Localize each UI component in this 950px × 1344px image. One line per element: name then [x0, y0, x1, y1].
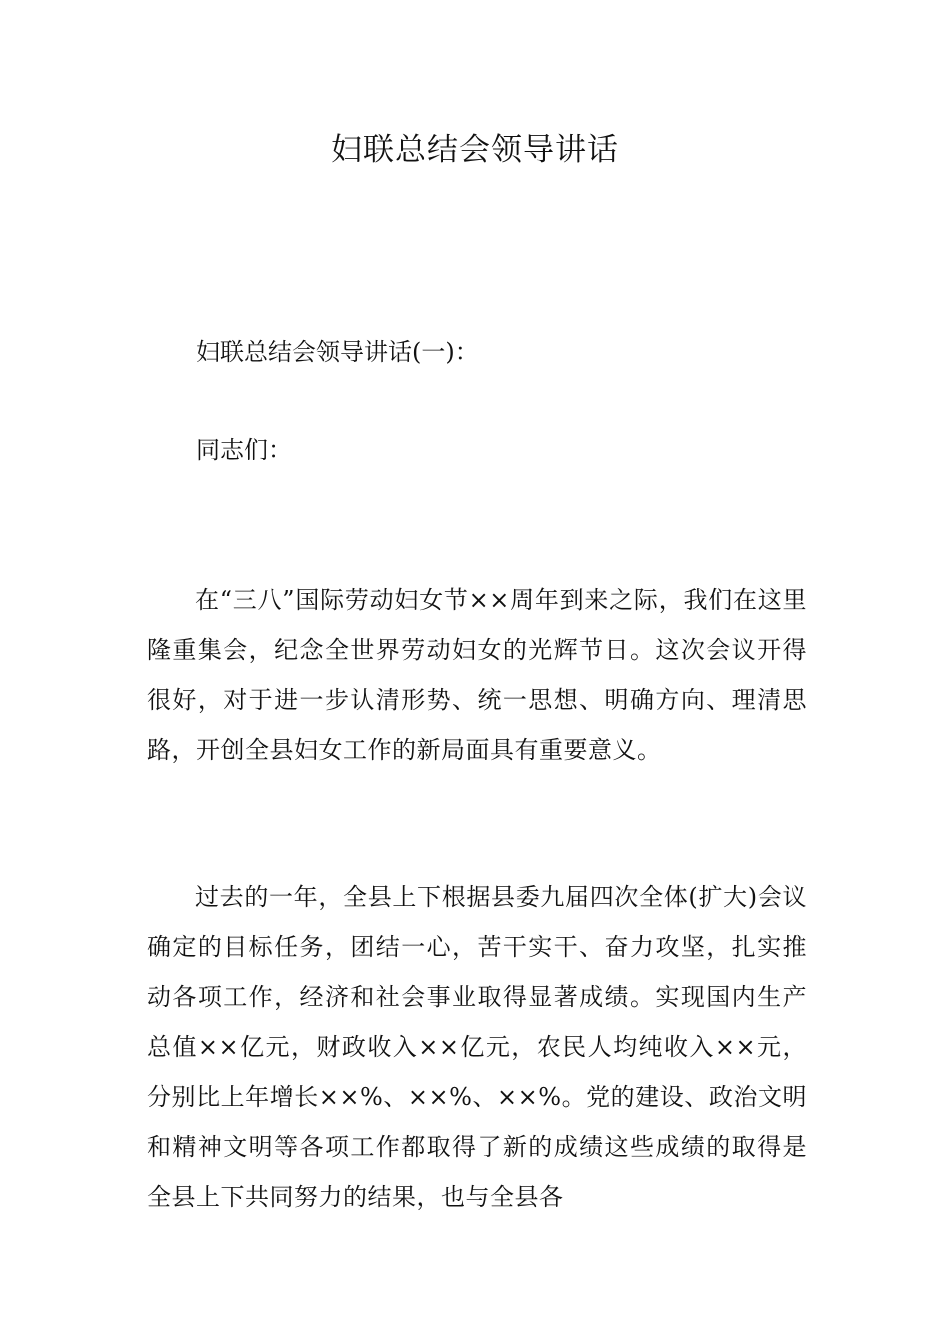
paragraph: 过去的一年，全县上下根据县委九届四次全体(扩大)会议确定的目标任务，团结一心，苦干实干、奋力攻坚，扎实推动各项工作，经济和社会事业取得显著成绩。实现国内生产总值××亿元，财政收入××亿元，农民人均纯收入××元，分别比上年增长××%、××%、××%。党的建设、政治文明和精神文明等各项工作都取得了新的成绩这些成绩的取得是全县上下共同努力的结果，也与全县各	[147, 883, 807, 1211]
salutation: 同志们：	[196, 436, 292, 464]
document-title: 妇联总结会领导讲话	[331, 132, 619, 168]
paragraph: 在“三八”国际劳动妇女节××周年到来之际，我们在这里隆重集会，纪念全世界劳动妇女的光辉节日。这次会议开得很好，对于进一步认清形势、统一思想、明确方向、理清思路，开创全县妇女工作的新局面具有重要意义。	[147, 586, 807, 764]
speech-subheading: 妇联总结会领导讲话(一)：	[196, 338, 479, 366]
